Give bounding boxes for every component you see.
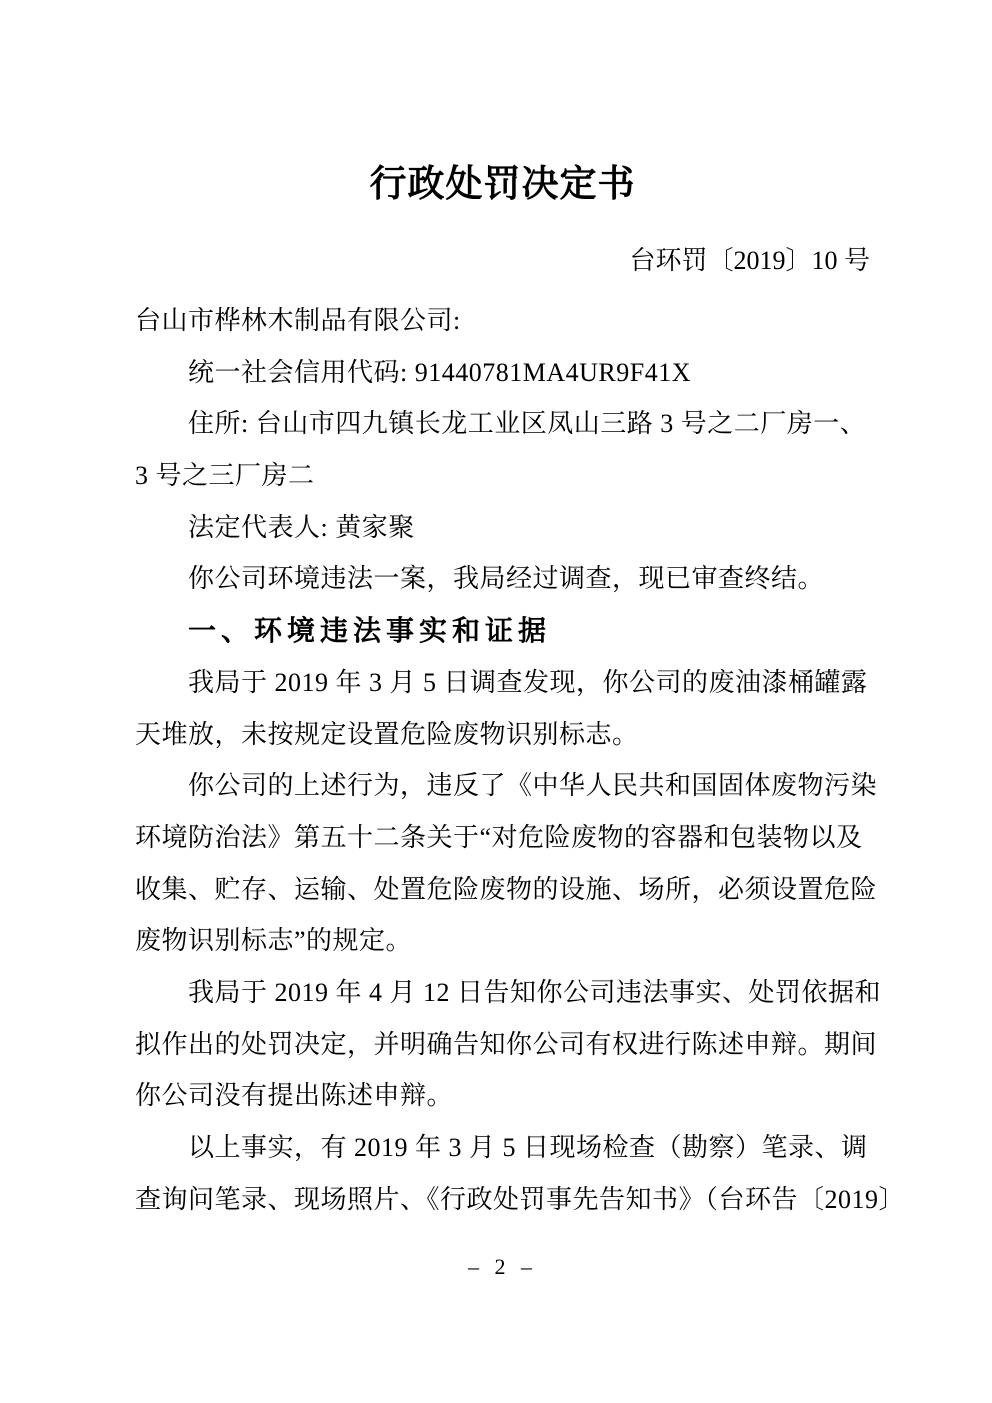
paragraph-1-line-2: 天堆放，未按规定设置危险废物识别标志。 [135, 719, 639, 749]
case-summary-line: 你公司环境违法一案，我局经过调查，现已审查终结。 [188, 564, 825, 594]
paragraph-2-line-2: 环境防治法》第五十二条关于“对危险废物的容器和包装物以及 [135, 822, 863, 852]
addressee-line: 台山市桦林木制品有限公司: [135, 306, 461, 335]
address-line-2: 3 号之三厂房二 [135, 461, 315, 491]
paragraph-2-line-1: 你公司的上述行为，违反了《中华人民共和国固体废物污染 [188, 771, 878, 801]
paragraph-4-line-2: 查询问笔录、现场照片、《行政处罚事先告知书》（台环告〔2019〕 [135, 1184, 906, 1214]
legal-representative-line: 法定代表人: 黄家聚 [188, 512, 415, 542]
paragraph-1-line-1: 我局于 2019 年 3 月 5 日调查发现，你公司的废油漆桶罐露 [188, 667, 868, 697]
paragraph-3-line-2: 拟作出的处罚决定，并明确告知你公司有权进行陈述申辩。期间 [135, 1029, 878, 1059]
address-line-1: 住所: 台山市四九镇长龙工业区凤山三路 3 号之二厂房一、 [188, 409, 867, 439]
document-body [135, 295, 906, 1225]
credit-code-line: 统一社会信用代码: 91440781MA4UR9F41X [188, 357, 691, 387]
paragraph-2-line-4: 废物识别标志”的规定。 [135, 926, 413, 956]
paragraph-2-line-3: 收集、贮存、运输、处置危险废物的设施、场所，必须设置危险 [135, 874, 878, 904]
document-number: 台环罚〔2019〕10 号 [629, 246, 870, 275]
paragraph-3-line-3: 你公司没有提出陈述申辩。 [135, 1081, 454, 1111]
paragraph-3-line-1: 我局于 2019 年 4 月 12 日告知你公司违法事实、处罚依据和 [188, 977, 882, 1007]
paragraph-4-line-1: 以上事实，有 2019 年 3 月 5 日现场检查（勘察）笔录、调 [188, 1133, 868, 1162]
page-number: – 2 – [468, 1254, 537, 1279]
section-heading-facts: 一、环境违法事实和证据 [188, 614, 552, 648]
document-title: 行政处罚决定书 [369, 164, 636, 205]
